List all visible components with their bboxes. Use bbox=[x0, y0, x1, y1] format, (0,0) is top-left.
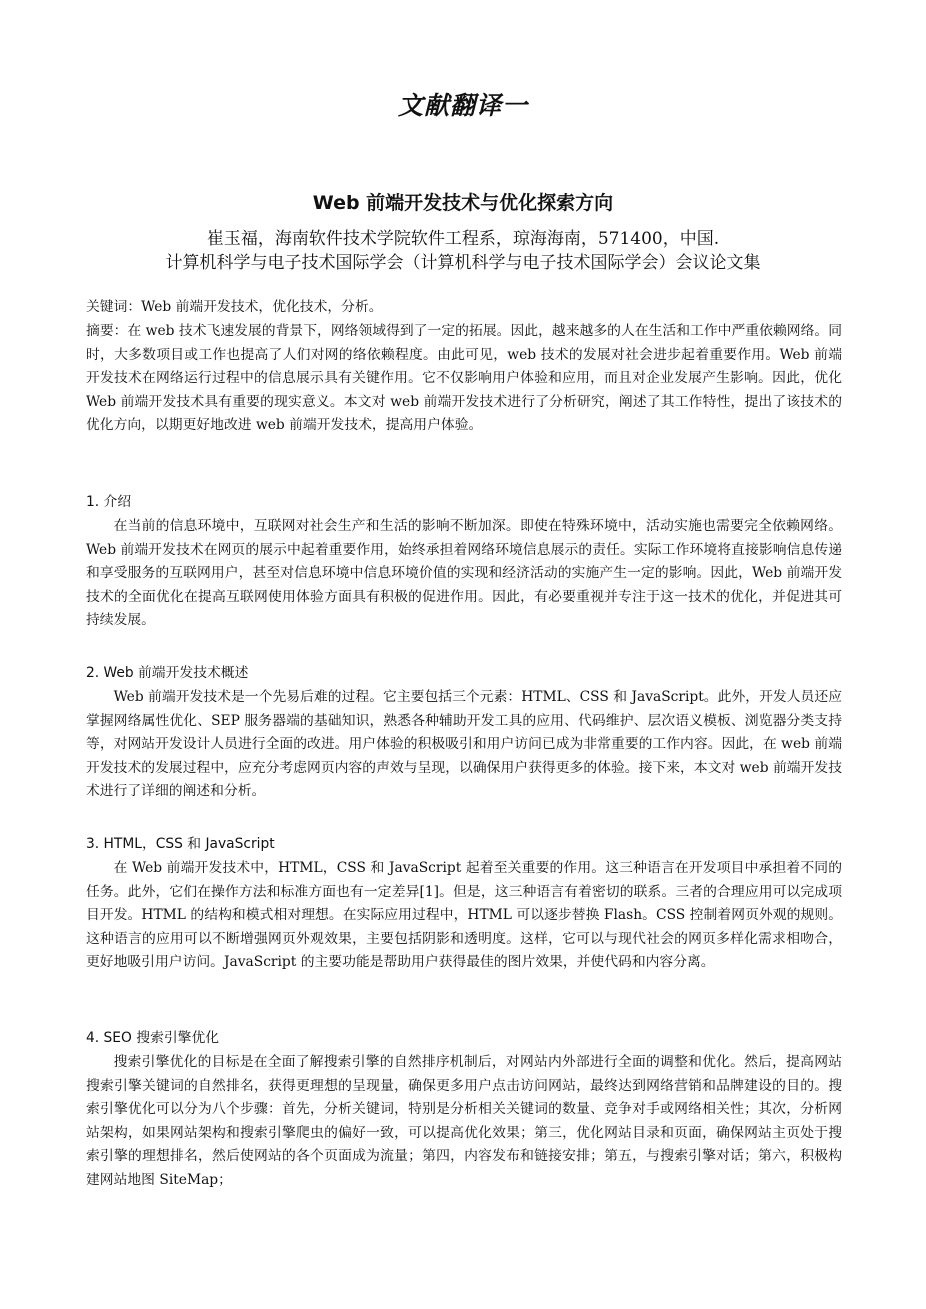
section-paragraph-overview: Web 前端开发技术是一个先易后难的过程。它主要包括三个元素：HTML、CSS 和 JavaScript。此外，开发人员还应掌握网络属性优化、SEP 服务器端的基础知识，熟悉各种辅助开发工具的应用、代码维护、层次语义模板、浏览器分类支持等，对网站开发设计人员进行全面的改进。用户体验的积极吸引和用户访问已成为非常重要的工作内容。因此，在 web 前端开发技术的发展过程中，应充分考虑网页内容的声效与呈现，以确保用户获得更多的体验。接下来，本文对 web 前端开发技术进行了详细的阐述和分析。 bbox=[86, 689, 842, 799]
section-heading-introduction: 1. 介绍 bbox=[86, 494, 132, 510]
section-heading-overview: 2. Web 前端开发技术概述 bbox=[86, 665, 249, 681]
document-header-title: 文献翻译一 bbox=[397, 91, 528, 120]
section-paragraph-introduction: 在当前的信息环境中，互联网对社会生产和生活的影响不断加深。即使在特殊环境中，活动实施也需要完全依赖网络。Web 前端开发技术在网页的展示中起着重要作用，始终承担着网络环境信息展示的责任。实际工作环境将直接影响信息传递和享受服务的互联网用户，甚至对信息环境中信息环境价值的实现和经济活动的实施产生一定的影响。因此，Web 前端开发技术的全面优化在提高互联网使用体验方面具有积极的促进作用。因此，有必要重视并专注于这一技术的优化，并促进其可持续发展。 bbox=[86, 518, 842, 628]
proceedings-source: 计算机科学与电子技术国际学会（计算机科学与电子技术国际学会）会议论文集 bbox=[165, 253, 761, 273]
paper-title: Web 前端开发技术与优化探索方向 bbox=[312, 192, 614, 214]
section-heading-seo: 4. SEO 搜索引擎优化 bbox=[86, 1030, 220, 1046]
section-paragraph-seo: 搜索引擎优化的目标是在全面了解搜索引擎的自然排序机制后，对网站内外部进行全面的调整和优化。然后，提高网站搜索引擎关键词的自然排名，获得更理想的呈现量，确保更多用户点击访问网站，最终达到网络营销和品牌建设的目的。搜索引擎优化可以分为八个步骤：首先，分析关键词，特别是分析相关关键词的数量、竞争对手或网络相关性；其次，分析网站架构，如果网站架构和搜索引擎爬虫的偏好一致，可以提高优化效果；第三，优化网站目录和页面，确保网站主页处于搜索引擎的理想排名，然后使网站的各个页面成为流量；第四，内容发布和链接安排；第五，与搜索引擎对话；第六，积极构建网站地图 SiteMap； bbox=[86, 1054, 842, 1188]
abstract: 摘要：在 web 技术飞速发展的背景下，网络领域得到了一定的拓展。因此，越来越多的人在生活和工作中严重依赖网络。同时，大多数项目或工作也提高了人们对网的络依赖程度。由此可见，web 技术的发展对社会进步起着重要作用。Web 前端开发技术在网络运行过程中的信息展示具有关键作用。它不仅影响用户体验和应用，而且对企业发展产生影响。因此，优化 Web 前端开发技术具有重要的现实意义。本文对 web 前端开发技术进行了分析研究，阐述了其工作特性，提出了该技术的优化方向，以期更好地改进 web 前端开发技术，提高用户体验。 bbox=[86, 323, 842, 433]
section-heading-html-css-js: 3. HTML，CSS 和 JavaScript bbox=[86, 836, 275, 852]
author-affiliation: 崔玉福，海南软件技术学院软件工程系，琼海海南，571400，中国. bbox=[206, 229, 720, 249]
section-paragraph-html-css-js: 在 Web 前端开发技术中，HTML，CSS 和 JavaScript 起着至关重要的作用。这三种语言在开发项目中承担着不同的任务。此外，它们在操作方法和标准方面也有一定差异[1]。但是，这三种语言有着密切的联系。三者的合理应用可以完成项目开发。HTML 的结构和模式相对理想。在实际应用过程中，HTML 可以逐步替换 Flash。CSS 控制着网页外观的规则。这种语言的应用可以不断增强网页外观效果，主要包括阴影和透明度。这样，它可以与现代社会的网页多样化需求相吻合，更好地吸引用户访问。JavaScript 的主要功能是帮助用户获得最佳的图片效果，并使代码和内容分离。 bbox=[86, 860, 842, 970]
keywords: 关键词：Web 前端开发技术，优化技术，分析。 bbox=[86, 299, 383, 315]
